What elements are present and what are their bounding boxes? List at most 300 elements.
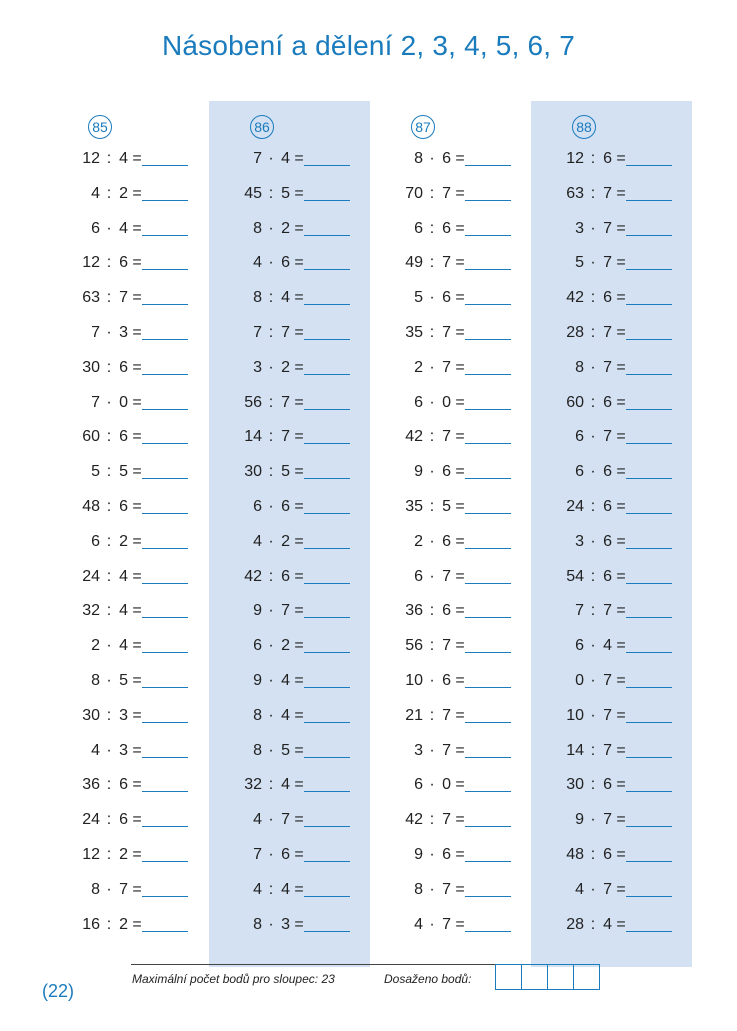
- operand-right: 5: [281, 741, 290, 759]
- operand-left: 2: [414, 358, 423, 376]
- operator: ·: [106, 741, 112, 759]
- score-box[interactable]: [521, 964, 548, 990]
- operand-right: 3: [119, 706, 128, 724]
- answer-blank[interactable]: [304, 826, 350, 827]
- operand-left: 7: [575, 602, 584, 620]
- answer-blank[interactable]: [465, 235, 511, 236]
- equation-row: [531, 498, 692, 518]
- operand-left: 14: [244, 428, 262, 446]
- answer-blank[interactable]: [304, 478, 350, 479]
- exercise-column: [47, 101, 208, 967]
- answer-blank[interactable]: [465, 409, 511, 410]
- equals-sign: =: [455, 567, 465, 585]
- answer-blank[interactable]: [142, 757, 188, 758]
- answer-blank[interactable]: [465, 687, 511, 688]
- operator: ·: [268, 706, 274, 724]
- equals-sign: =: [616, 776, 626, 794]
- operand-left: 60: [566, 393, 584, 411]
- equals-sign: =: [294, 498, 304, 515]
- operator: ·: [590, 254, 596, 272]
- operand-right: 5: [442, 498, 451, 515]
- operator: ·: [429, 672, 435, 689]
- operand-left: 9: [575, 811, 584, 829]
- operator: :: [590, 602, 596, 620]
- answer-blank[interactable]: [142, 165, 188, 166]
- operator: :: [590, 324, 596, 341]
- equals-sign: =: [132, 811, 142, 829]
- answer-blank[interactable]: [465, 652, 511, 653]
- operator: :: [106, 289, 112, 307]
- answer-blank[interactable]: [304, 443, 350, 444]
- equals-sign: =: [132, 532, 142, 550]
- equals-sign: =: [294, 393, 304, 411]
- equation-row: [531, 394, 692, 414]
- operand-left: 4: [253, 532, 262, 550]
- operand-right: 6: [442, 219, 451, 237]
- answer-blank[interactable]: [465, 548, 511, 549]
- answer-blank[interactable]: [465, 374, 511, 375]
- answer-blank[interactable]: [304, 339, 350, 340]
- equals-sign: =: [455, 741, 465, 759]
- operand-right: 7: [442, 880, 451, 898]
- operator: :: [429, 219, 435, 237]
- operator: :: [590, 846, 596, 863]
- operator: :: [429, 254, 435, 272]
- answer-blank[interactable]: [465, 339, 511, 340]
- operand-right: 3: [281, 915, 290, 933]
- answer-blank[interactable]: [465, 513, 511, 514]
- equals-sign: =: [616, 289, 626, 307]
- operand-right: 7: [603, 324, 612, 341]
- equation-row: [531, 359, 692, 379]
- operand-right: 6: [603, 498, 612, 515]
- operand-left: 24: [82, 567, 100, 585]
- operand-right: 7: [442, 741, 451, 759]
- equals-sign: =: [455, 289, 465, 307]
- operand-left: 7: [91, 324, 100, 341]
- answer-blank[interactable]: [304, 757, 350, 758]
- equals-sign: =: [616, 532, 626, 550]
- operand-left: 48: [82, 498, 100, 515]
- operand-left: 3: [414, 741, 423, 759]
- operator: ·: [268, 219, 274, 237]
- equals-sign: =: [294, 567, 304, 585]
- equation-row: [209, 533, 370, 553]
- answer-blank[interactable]: [465, 304, 511, 305]
- operator: ·: [268, 846, 274, 863]
- answer-blank[interactable]: [304, 896, 350, 897]
- answer-blank[interactable]: [304, 269, 350, 270]
- answer-blank[interactable]: [304, 722, 350, 723]
- equals-sign: =: [294, 915, 304, 933]
- answer-blank[interactable]: [304, 235, 350, 236]
- equals-sign: =: [616, 602, 626, 620]
- answer-blank[interactable]: [465, 791, 511, 792]
- operand-right: 6: [603, 532, 612, 550]
- operand-left: 6: [575, 428, 584, 446]
- answer-blank[interactable]: [142, 687, 188, 688]
- operand-left: 7: [253, 846, 262, 863]
- equals-sign: =: [294, 219, 304, 237]
- operand-left: 6: [253, 498, 262, 515]
- operand-left: 60: [82, 428, 100, 446]
- answer-blank[interactable]: [465, 269, 511, 270]
- answer-blank[interactable]: [626, 374, 672, 375]
- operand-right: 7: [442, 915, 451, 933]
- equation-row: [209, 498, 370, 518]
- equation-row: [370, 602, 531, 622]
- equals-sign: =: [616, 811, 626, 829]
- equals-sign: =: [132, 602, 142, 620]
- equation-row: [47, 533, 208, 553]
- answer-blank[interactable]: [465, 443, 511, 444]
- equation-row: [47, 289, 208, 309]
- operand-left: 5: [575, 254, 584, 272]
- operator: :: [268, 184, 274, 202]
- operator: :: [429, 602, 435, 620]
- answer-blank[interactable]: [142, 443, 188, 444]
- score-box[interactable]: [547, 964, 574, 990]
- answer-blank[interactable]: [142, 339, 188, 340]
- answer-blank[interactable]: [626, 687, 672, 688]
- equals-sign: =: [455, 358, 465, 376]
- operand-left: 12: [82, 150, 100, 167]
- equals-sign: =: [132, 498, 142, 515]
- operator: :: [106, 706, 112, 724]
- answer-blank[interactable]: [465, 478, 511, 479]
- equals-sign: =: [616, 254, 626, 272]
- answer-blank[interactable]: [142, 826, 188, 827]
- operator: ·: [106, 672, 112, 689]
- answer-blank[interactable]: [142, 200, 188, 201]
- answer-blank[interactable]: [142, 235, 188, 236]
- equation-row: [531, 602, 692, 622]
- answer-blank[interactable]: [626, 478, 672, 479]
- equation-row: [209, 254, 370, 274]
- score-boxes: [495, 964, 603, 990]
- operator: ·: [429, 532, 435, 550]
- operand-right: 7: [442, 358, 451, 376]
- answer-blank[interactable]: [626, 896, 672, 897]
- equation-row: [47, 394, 208, 414]
- operand-left: 8: [414, 150, 423, 167]
- equation-row: [370, 394, 531, 414]
- answer-blank[interactable]: [626, 617, 672, 618]
- answer-blank[interactable]: [626, 548, 672, 549]
- operand-right: 4: [281, 672, 290, 689]
- operand-right: 5: [119, 672, 128, 689]
- operand-left: 12: [566, 150, 584, 167]
- exercise-column: [209, 101, 370, 967]
- operand-right: 7: [603, 254, 612, 272]
- operand-right: 5: [281, 184, 290, 202]
- operator: ·: [268, 150, 274, 167]
- operand-left: 35: [405, 498, 423, 515]
- equals-sign: =: [455, 393, 465, 411]
- operator: :: [106, 358, 112, 376]
- equation-row: [209, 324, 370, 344]
- operand-right: 7: [442, 567, 451, 585]
- operator: :: [429, 706, 435, 724]
- answer-blank[interactable]: [626, 791, 672, 792]
- page-title: Násobení a dělení 2, 3, 4, 5, 6, 7: [161, 30, 576, 61]
- operator: :: [590, 498, 596, 515]
- operand-left: 6: [91, 532, 100, 550]
- operand-right: 4: [603, 637, 612, 655]
- operand-left: 8: [414, 880, 423, 898]
- operand-right: 7: [119, 880, 128, 898]
- operator: ·: [590, 219, 596, 237]
- operator: :: [106, 150, 112, 167]
- answer-blank[interactable]: [626, 269, 672, 270]
- equation-row: [209, 776, 370, 796]
- answer-blank[interactable]: [626, 200, 672, 201]
- equals-sign: =: [455, 637, 465, 655]
- operand-right: 6: [442, 463, 451, 481]
- answer-blank[interactable]: [304, 931, 350, 932]
- answer-blank[interactable]: [304, 374, 350, 375]
- equation-row: [47, 776, 208, 796]
- answer-blank[interactable]: [142, 304, 188, 305]
- answer-blank[interactable]: [626, 513, 672, 514]
- equation-row: [370, 916, 531, 936]
- operand-left: 6: [575, 637, 584, 655]
- equals-sign: =: [616, 672, 626, 689]
- operator: ·: [268, 672, 274, 689]
- equation-row: [47, 428, 208, 448]
- equals-sign: =: [455, 672, 465, 689]
- operand-left: 4: [253, 811, 262, 829]
- answer-blank[interactable]: [304, 652, 350, 653]
- equation-row: [47, 811, 208, 831]
- answer-blank[interactable]: [465, 861, 511, 862]
- operand-left: 3: [575, 532, 584, 550]
- equals-sign: =: [294, 602, 304, 620]
- answer-blank[interactable]: [465, 826, 511, 827]
- operand-left: 21: [405, 706, 423, 724]
- answer-blank[interactable]: [142, 722, 188, 723]
- answer-blank[interactable]: [626, 443, 672, 444]
- operator: ·: [429, 915, 435, 933]
- answer-blank[interactable]: [626, 757, 672, 758]
- answer-blank[interactable]: [626, 339, 672, 340]
- answer-blank[interactable]: [304, 409, 350, 410]
- answer-blank[interactable]: [626, 931, 672, 932]
- equals-sign: =: [455, 463, 465, 481]
- operand-left: 8: [575, 358, 584, 376]
- equation-row: [47, 498, 208, 518]
- equals-sign: =: [132, 463, 142, 481]
- equals-sign: =: [132, 880, 142, 898]
- operand-right: 4: [603, 915, 612, 933]
- operator: ·: [590, 428, 596, 446]
- operand-left: 9: [253, 672, 262, 689]
- operator: ·: [106, 880, 112, 898]
- answer-blank[interactable]: [304, 548, 350, 549]
- equals-sign: =: [616, 706, 626, 724]
- operand-left: 42: [244, 567, 262, 585]
- operand-right: 2: [119, 184, 128, 202]
- equals-sign: =: [455, 811, 465, 829]
- answer-blank[interactable]: [142, 478, 188, 479]
- equation-row: [531, 742, 692, 762]
- equals-sign: =: [455, 498, 465, 515]
- operator: :: [429, 498, 435, 515]
- equals-sign: =: [294, 358, 304, 376]
- operator: ·: [429, 846, 435, 863]
- equation-row: [47, 463, 208, 483]
- equation-row: [370, 359, 531, 379]
- answer-blank[interactable]: [626, 235, 672, 236]
- operator: :: [106, 567, 112, 585]
- answer-blank[interactable]: [304, 513, 350, 514]
- answer-blank[interactable]: [304, 687, 350, 688]
- answer-blank[interactable]: [304, 791, 350, 792]
- equals-sign: =: [616, 498, 626, 515]
- answer-blank[interactable]: [626, 165, 672, 166]
- operand-right: 7: [603, 219, 612, 237]
- answer-blank[interactable]: [142, 652, 188, 653]
- operator: :: [429, 428, 435, 446]
- answer-blank[interactable]: [304, 617, 350, 618]
- answer-blank[interactable]: [626, 409, 672, 410]
- operator: :: [106, 776, 112, 794]
- operand-left: 63: [566, 184, 584, 202]
- answer-blank[interactable]: [142, 269, 188, 270]
- operator: ·: [590, 463, 596, 481]
- answer-blank[interactable]: [142, 548, 188, 549]
- operator: ·: [590, 672, 596, 689]
- answer-blank[interactable]: [626, 722, 672, 723]
- operand-right: 4: [119, 602, 128, 620]
- answer-blank[interactable]: [626, 652, 672, 653]
- equation-row: [370, 533, 531, 553]
- operator: :: [106, 463, 112, 481]
- equation-row: [47, 359, 208, 379]
- operand-right: 2: [281, 219, 290, 237]
- equation-row: [370, 742, 531, 762]
- answer-blank[interactable]: [465, 722, 511, 723]
- equation-row: [209, 742, 370, 762]
- answer-blank[interactable]: [142, 791, 188, 792]
- answer-blank[interactable]: [465, 617, 511, 618]
- answer-blank[interactable]: [626, 826, 672, 827]
- equals-sign: =: [132, 324, 142, 341]
- operand-left: 4: [91, 741, 100, 759]
- operand-left: 36: [405, 602, 423, 620]
- equation-row: [531, 254, 692, 274]
- equation-row: [47, 707, 208, 727]
- answer-blank[interactable]: [142, 583, 188, 584]
- equation-row: [209, 428, 370, 448]
- operand-right: 4: [281, 150, 290, 167]
- equation-row: [531, 672, 692, 692]
- answer-blank[interactable]: [142, 409, 188, 410]
- answer-blank[interactable]: [142, 617, 188, 618]
- operator: :: [268, 880, 274, 898]
- answer-blank[interactable]: [142, 931, 188, 932]
- equals-sign: =: [132, 915, 142, 933]
- answer-blank[interactable]: [465, 165, 511, 166]
- operand-right: 3: [119, 741, 128, 759]
- answer-blank[interactable]: [304, 200, 350, 201]
- equals-sign: =: [294, 880, 304, 898]
- operand-right: 2: [281, 358, 290, 376]
- equation-row: [47, 150, 208, 170]
- operand-left: 8: [91, 672, 100, 689]
- operand-right: 7: [442, 637, 451, 655]
- operand-left: 8: [253, 706, 262, 724]
- operand-right: 4: [281, 880, 290, 898]
- equation-row: [531, 324, 692, 344]
- answer-blank[interactable]: [465, 931, 511, 932]
- answer-blank[interactable]: [626, 861, 672, 862]
- equation-row: [531, 150, 692, 170]
- operand-left: 30: [244, 463, 262, 481]
- operator: :: [590, 150, 596, 167]
- answer-blank[interactable]: [142, 896, 188, 897]
- operand-left: 63: [82, 289, 100, 307]
- operand-left: 36: [82, 776, 100, 794]
- operand-left: 49: [405, 254, 423, 272]
- operator: :: [429, 184, 435, 202]
- operand-left: 6: [414, 776, 423, 794]
- operator: ·: [106, 637, 112, 655]
- equals-sign: =: [616, 324, 626, 341]
- answer-blank[interactable]: [304, 304, 350, 305]
- operand-right: 4: [119, 219, 128, 237]
- answer-blank[interactable]: [304, 583, 350, 584]
- answer-blank[interactable]: [465, 896, 511, 897]
- operand-right: 7: [603, 602, 612, 620]
- equals-sign: =: [294, 428, 304, 446]
- equation-row: [209, 150, 370, 170]
- answer-blank[interactable]: [304, 861, 350, 862]
- operand-right: 4: [119, 637, 128, 655]
- answer-blank[interactable]: [626, 304, 672, 305]
- operand-right: 7: [603, 741, 612, 759]
- operand-right: 5: [119, 463, 128, 481]
- equals-sign: =: [616, 184, 626, 202]
- answer-blank[interactable]: [304, 165, 350, 166]
- equation-row: [209, 881, 370, 901]
- answer-blank[interactable]: [465, 200, 511, 201]
- score-box[interactable]: [573, 964, 600, 990]
- answer-blank[interactable]: [626, 583, 672, 584]
- equation-row: [370, 289, 531, 309]
- operator: ·: [429, 776, 435, 794]
- score-box[interactable]: [495, 964, 522, 990]
- equation-row: [209, 394, 370, 414]
- equation-row: [47, 568, 208, 588]
- operand-right: 7: [603, 358, 612, 376]
- operand-right: 2: [281, 532, 290, 550]
- operand-right: 5: [281, 463, 290, 481]
- answer-blank[interactable]: [142, 513, 188, 514]
- operand-left: 6: [91, 219, 100, 237]
- answer-blank[interactable]: [142, 374, 188, 375]
- operand-left: 5: [414, 289, 423, 307]
- operator: :: [106, 811, 112, 829]
- answer-blank[interactable]: [465, 583, 511, 584]
- operand-right: 7: [603, 811, 612, 829]
- operand-right: 7: [281, 602, 290, 620]
- equals-sign: =: [616, 393, 626, 411]
- operator: :: [106, 915, 112, 933]
- answer-blank[interactable]: [465, 757, 511, 758]
- operand-left: 5: [91, 463, 100, 481]
- answer-blank[interactable]: [142, 861, 188, 862]
